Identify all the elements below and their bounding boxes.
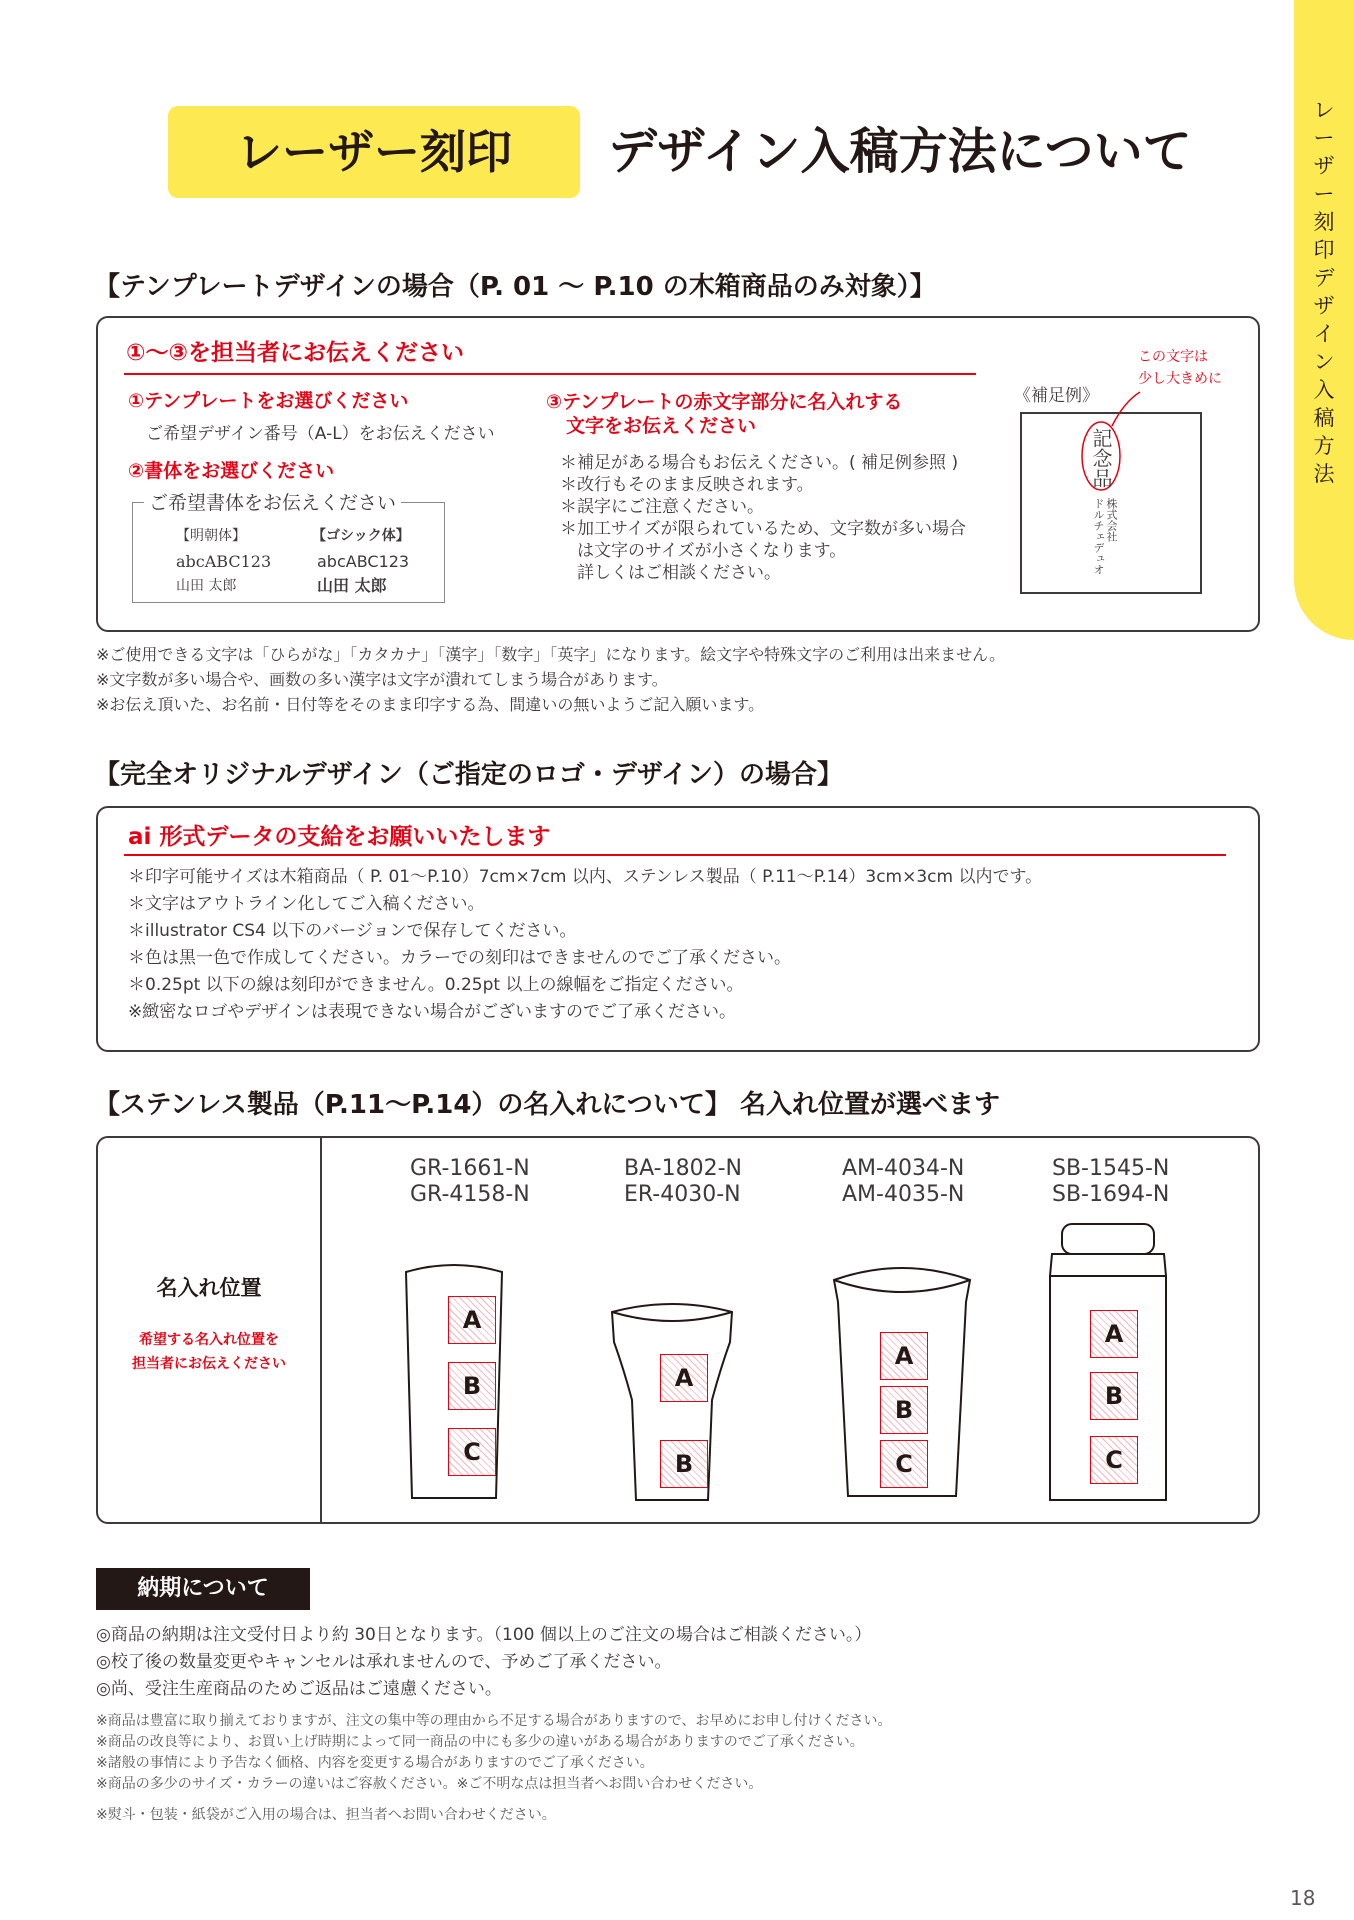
engrave-position-note: 希望する名入れ位置を 担当者にお伝えください bbox=[132, 1332, 286, 1372]
example-company-line2: ドルチェデュオ bbox=[1092, 498, 1105, 575]
step3-note: は文字のサイズが小さくなります。 bbox=[560, 541, 847, 561]
position-marker-a: A bbox=[448, 1296, 496, 1344]
example-company-line1: 株式会社 bbox=[1105, 498, 1118, 542]
step3-note: ＊誤字にご注意ください。 bbox=[560, 497, 764, 517]
original-item: ＊色は黒一色で作成してください。カラーでの刻印はできませんのでご了承ください。 bbox=[128, 948, 791, 968]
step1-title: ①テンプレートをお選びください bbox=[128, 390, 409, 412]
footnote: ※文字数が多い場合や、画数の多い漢字は文字が潰れてしまう場合があります。 bbox=[96, 670, 668, 689]
delivery-note: ※熨斗・包装・紙袋がご入用の場合は、担当者へお問い合わせください。 bbox=[96, 1807, 556, 1823]
original-panel-rule bbox=[124, 854, 1226, 856]
product-model: SB-1694-N bbox=[1052, 1182, 1170, 1207]
footnote: ※お伝え頂いた、お名前・日付等をそのまま印字する為、間違いの無いようご記入願います。 bbox=[96, 695, 765, 714]
delivery-note: ※諸般の事情により予告なく価格、内容を変更する場合がありますのでご了承ください。 bbox=[96, 1755, 654, 1771]
delivery-note: ※商品の改良等により、お買い上げ時期によって同一商品の中にも多少の違いがある場合がありますのでご了承ください。 bbox=[96, 1734, 864, 1750]
step3-note: ＊補足がある場合もお伝えください。( 補足例参照 ) bbox=[560, 453, 959, 473]
page-subtitle: デザイン入稿方法について bbox=[608, 123, 1192, 180]
step1-text: ご希望デザイン番号（A-L）をお伝えください bbox=[146, 424, 495, 444]
step3-title-line2: 文字をお伝えください bbox=[566, 415, 757, 437]
original-item: ＊文字はアウトライン化してご入稿ください。 bbox=[128, 894, 485, 914]
product-model: ER-4030-N bbox=[624, 1182, 741, 1207]
product-model: SB-1545-N bbox=[1052, 1156, 1170, 1181]
original-item: ※緻密なロゴやデザインは表現できない場合がございますのでご了承ください。 bbox=[128, 1002, 737, 1022]
font-mincho-sample2: 山田 太郎 bbox=[176, 578, 237, 594]
product-model: GR-1661-N bbox=[410, 1156, 530, 1181]
template-panel-title: ①～③を担当者にお伝えください bbox=[126, 340, 464, 366]
position-marker-b: B bbox=[660, 1440, 708, 1488]
font-gothic-sample2: 山田 太郎 bbox=[317, 576, 387, 595]
original-item: ＊illustrator CS4 以下のバージョンで保存してください。 bbox=[128, 921, 577, 941]
footnote: ※ご使用できる文字は「ひらがな」「カタカナ」「漢字」「数字」「英字」になります。絵文字や特殊文字のご利用は出来ません。 bbox=[96, 645, 1006, 664]
font-gothic-name: 【ゴシック体】 bbox=[312, 528, 410, 544]
side-tab-label: レーザー刻印 デザイン入稿方法 bbox=[1313, 98, 1335, 486]
delivery-note: ※商品の多少のサイズ・カラーの違いはご容赦ください。※ご不明な点は担当者へお問い合わせください。 bbox=[96, 1776, 763, 1792]
section-stainless-heading: 【ステンレス製品（P.11～P.14）の名入れについて】 名入れ位置が選べます bbox=[94, 1090, 1000, 1120]
delivery-line: ◎尚、受注生産商品のためご返品はご遠慮ください。 bbox=[96, 1679, 502, 1699]
step3-note: ＊加工サイズが限られているため、文字数が多い場合 bbox=[560, 519, 966, 539]
original-panel-title: ai 形式データの支給をお願いいたします bbox=[128, 824, 551, 850]
position-marker-b: B bbox=[1090, 1372, 1138, 1420]
page-title: レーザー刻印 bbox=[236, 125, 512, 179]
product-model: GR-4158-N bbox=[410, 1182, 530, 1207]
product-model: AM-4034-N bbox=[842, 1156, 965, 1181]
position-marker-a: A bbox=[660, 1354, 708, 1402]
delivery-line: ◎商品の納期は注文受付日より約 30日となります。（100 個以上のご注文の場合はご相談ください。） bbox=[96, 1625, 872, 1645]
example-annotation-marks bbox=[1060, 362, 1170, 492]
product-model: BA-1802-N bbox=[624, 1156, 742, 1181]
section-original-heading: 【完全オリジナルデザイン（ご指定のロゴ・デザイン）の場合】 bbox=[94, 760, 844, 790]
position-marker-a: A bbox=[1090, 1310, 1138, 1358]
step3-title-line1: ③テンプレートの赤文字部分に名入れする bbox=[546, 391, 903, 413]
position-marker-c: C bbox=[1090, 1436, 1138, 1484]
font-box-title: ご希望書体をお伝えください bbox=[144, 491, 401, 515]
step3-note: ＊改行もそのまま反映されます。 bbox=[560, 475, 814, 495]
position-marker-a: A bbox=[880, 1332, 928, 1380]
position-marker-b: B bbox=[880, 1386, 928, 1434]
template-panel-rule bbox=[124, 373, 976, 375]
engrave-position-label: 名入れ位置 bbox=[156, 1276, 262, 1300]
font-mincho-name: 【明朝体】 bbox=[176, 528, 246, 544]
example-main-text: 記念品 bbox=[1089, 428, 1113, 488]
font-gothic-sample1: abcABC123 bbox=[317, 552, 410, 571]
delivery-note: ※商品は豊富に取り揃えておりますが、注文の集中等の理由から不足する場合がありますので、お早めにお申し付けください。 bbox=[96, 1713, 892, 1729]
original-item: ＊0.25pt 以下の線は刻印ができません。0.25pt 以上の線幅をご指定ください。 bbox=[128, 975, 744, 995]
position-marker-c: C bbox=[880, 1440, 928, 1488]
original-item: ＊印字可能サイズは木箱商品（ P. 01～P.10）7cm×7cm 以内、ステンレス製品（ P.11～P.14）3cm×3cm 以内です。 bbox=[128, 867, 1043, 887]
example-handwritten-note: この文字は 少し大きめに bbox=[1138, 349, 1222, 387]
delivery-line: ◎校了後の数量変更やキャンセルは承れませんので、予めご了承ください。 bbox=[96, 1652, 672, 1672]
page-number: 18 bbox=[1290, 1886, 1316, 1910]
delivery-heading: 納期について bbox=[96, 1568, 310, 1610]
product-model: AM-4035-N bbox=[842, 1182, 965, 1207]
example-label: 《補足例》 bbox=[1014, 386, 1099, 406]
section-template-heading: 【テンプレートデザインの場合（P. 01 ～ P.10 の木箱商品のみ対象）】 bbox=[94, 272, 936, 302]
step2-title: ②書体をお選びください bbox=[128, 460, 335, 482]
position-marker-c: C bbox=[448, 1428, 496, 1476]
font-mincho-sample1: abcABC123 bbox=[176, 552, 272, 571]
position-marker-b: B bbox=[448, 1362, 496, 1410]
step3-note: 詳しくはご相談ください。 bbox=[560, 563, 781, 583]
